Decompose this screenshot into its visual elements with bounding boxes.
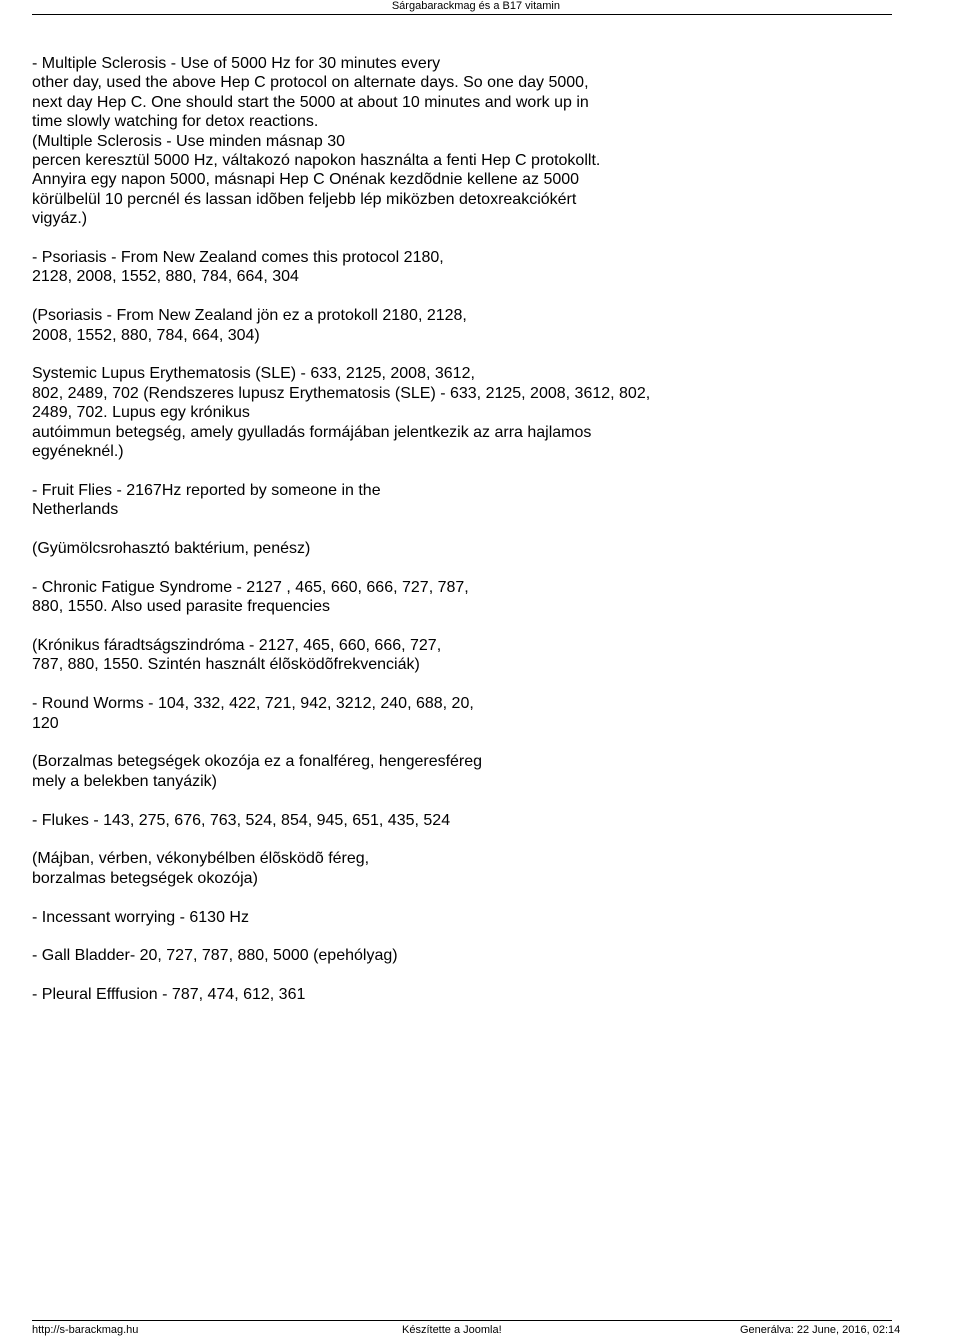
paragraph-gap	[32, 617, 732, 636]
body-text-line: (Gyümölcsrohasztó baktérium, penész)	[32, 540, 311, 558]
body-text-line: vigyáz.)	[32, 210, 88, 228]
body-text-line: (Multiple Sclerosis - Use minden másnap 30	[32, 132, 346, 150]
body-text-line: Netherlands	[32, 501, 119, 519]
body-text-line: time slowly watching for detox reactions.	[32, 113, 319, 131]
body-text-line: percen keresztül 5000 Hz, váltakozó napokon használta a fenti Hep C protokollt.	[32, 152, 601, 170]
footer-credit: Készítette a Joomla!	[402, 1324, 502, 1336]
body-text-line: (Borzalmas betegségek okozója ez a fonalféreg, hengeresféreg	[32, 753, 483, 771]
body-text-line: - Chronic Fatigue Syndrome - 2127 , 465, 660, 666, 727, 787,	[32, 578, 469, 596]
body-text-line: 787, 880, 1550. Szintén használt élõsködõfrekvenciák)	[32, 656, 420, 674]
footer-divider	[32, 1320, 892, 1321]
body-text-line: - Fruit Flies - 2167Hz reported by someone in the	[32, 481, 381, 499]
body-text-line: 2489, 702. Lupus egy krónikus	[32, 404, 250, 422]
paragraph-gap	[32, 791, 732, 810]
body-text-line: (Májban, vérben, vékonybélben élõsködõ féreg,	[32, 850, 370, 868]
body-text-line: 2008, 1552, 880, 784, 664, 304)	[32, 326, 260, 344]
body-text-line: - Flukes - 143, 275, 676, 763, 524, 854, 945, 651, 435, 524	[32, 811, 451, 829]
body-text-line: 802, 2489, 702 (Rendszeres lupusz Erythematosis (SLE) - 633, 2125, 2008, 3612, 802,	[32, 384, 651, 402]
body-text-line: 2128, 2008, 1552, 880, 784, 664, 304	[32, 268, 299, 286]
body-text-line: körülbelül 10 percnél és lassan idõben feljebb lép miközben detoxreakciókért	[32, 190, 577, 208]
body-text-line: - Pleural Efffusion - 787, 474, 612, 361	[32, 986, 306, 1004]
paragraph-gap	[32, 675, 732, 694]
paragraph-gap	[32, 345, 732, 364]
body-text-line: - Psoriasis - From New Zealand comes this protocol 2180,	[32, 249, 444, 267]
body-text-line: - Gall Bladder- 20, 727, 787, 880, 5000 (epehólyag)	[32, 947, 398, 965]
page-header-title: Sárgabarackmag és a B17 vitamin	[391, 0, 560, 12]
footer-site-url: http://s-barackmag.hu	[32, 1324, 139, 1336]
body-text-line: next day Hep C. One should start the 5000 at about 10 minutes and work up in	[32, 93, 589, 111]
paragraph-gap	[32, 461, 732, 480]
body-text-line: (Krónikus fáradtságszindróma - 2127, 465, 660, 666, 727,	[32, 637, 442, 655]
body-text-line: - Incessant worrying - 6130 Hz	[32, 908, 249, 926]
body-text-line: 120	[32, 714, 59, 732]
paragraph-gap	[32, 520, 732, 539]
body-text-line: autóimmun betegség, amely gyulladás formájában jelentkezik az arra hajlamos	[32, 423, 592, 441]
paragraph-gap	[32, 927, 732, 946]
paragraph-gap	[32, 888, 732, 907]
paragraph-gap	[32, 229, 732, 248]
paragraph-gap	[32, 733, 732, 752]
paragraph-gap	[32, 830, 732, 849]
body-text-line: Annyira egy napon 5000, másnapi Hep C Onénak kezdõdnie kellene az 5000	[32, 171, 580, 189]
body-text-line: other day, used the above Hep C protocol on alternate days. So one day 5000,	[32, 74, 589, 92]
paragraph-gap	[32, 966, 732, 985]
document-body	[32, 54, 732, 1005]
body-text-line: Systemic Lupus Erythematosis (SLE) - 633, 2125, 2008, 3612,	[32, 365, 475, 383]
body-text-line: egyéneknél.)	[32, 443, 124, 461]
body-text-line: - Multiple Sclerosis - Use of 5000 Hz for 30 minutes every	[32, 55, 441, 72]
paragraph-gap	[32, 287, 732, 306]
body-text-line: - Round Worms - 104, 332, 422, 721, 942, 3212, 240, 688, 20,	[32, 695, 474, 713]
body-text-line: (Psoriasis - From New Zealand jön ez a protokoll 2180, 2128,	[32, 307, 467, 325]
body-text-line: borzalmas betegségek okozója)	[32, 869, 258, 887]
footer-generated-date: Generálva: 22 June, 2016, 02:14	[740, 1324, 901, 1336]
paragraph-gap	[32, 558, 732, 577]
header-divider	[32, 14, 892, 15]
body-text-line: mely a belekben tanyázik)	[32, 772, 217, 790]
body-text-line: 880, 1550. Also used parasite frequencies	[32, 598, 330, 616]
